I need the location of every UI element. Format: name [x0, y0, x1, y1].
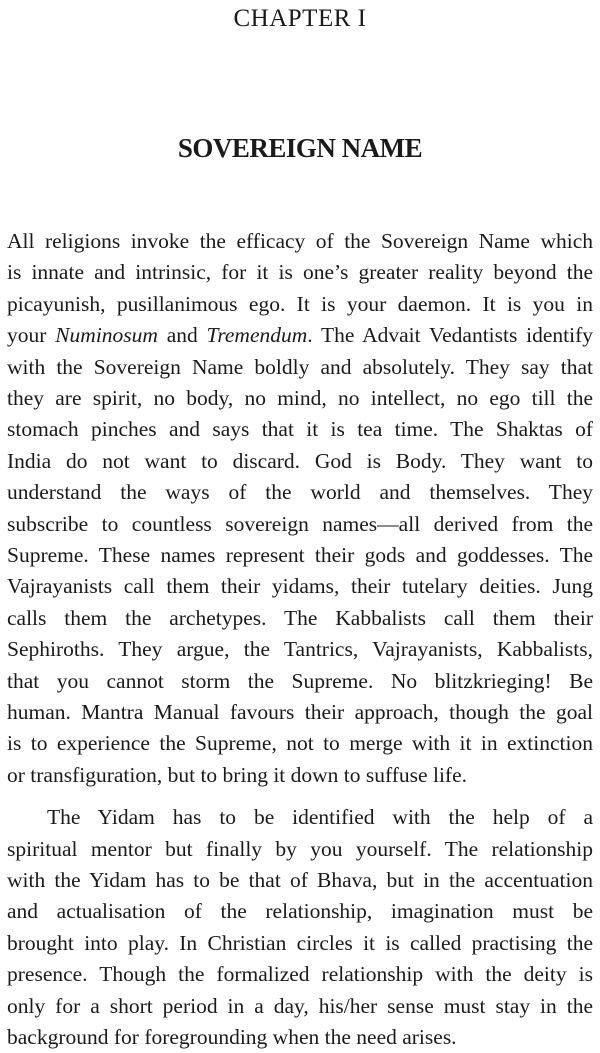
text-line	[7, 603, 593, 634]
text-line	[7, 1022, 593, 1053]
text-line	[7, 414, 593, 445]
text-segment: The Yidam has to be identified with the help of a	[47, 805, 593, 830]
text-segment: is innate and intrinsic, for it is one’s greater reality beyond the	[7, 260, 593, 285]
text-segment: . The Advait Vedantists identify	[307, 323, 594, 348]
text-segment: only for a short period in a day, his/her sense must stay in the	[7, 993, 593, 1018]
text-segment: that you cannot storm the Supreme. No blitzkrieging! Be	[7, 668, 593, 693]
text-line	[7, 991, 593, 1022]
text-line	[7, 728, 593, 759]
text-line	[7, 697, 593, 728]
text-segment: brought into play. In Christian circles it is called practising the	[7, 930, 593, 955]
text-line	[7, 666, 593, 697]
text-segment: spiritual mentor but finally by you yourself. The relationship	[7, 836, 593, 861]
text-line	[7, 959, 593, 990]
text-line	[47, 802, 593, 833]
text-segment: calls them the archetypes. The Kabbalists call them their	[7, 605, 593, 630]
text-line	[7, 257, 593, 288]
text-segment: Sephiroths. They argue, the Tantrics, Vajrayanists, Kabbalists,	[7, 637, 593, 662]
text-line	[7, 834, 593, 865]
text-segment: presence. Though the formalized relationship with the deity is	[7, 962, 593, 987]
italic-term: Tremendum	[206, 323, 308, 348]
text-segment: Vajrayanists call them their yidams, their tutelary deities. Jung	[7, 574, 593, 599]
text-line	[7, 226, 593, 257]
italic-term: Numinosum	[55, 323, 158, 348]
text-line	[7, 896, 593, 927]
text-line	[7, 446, 593, 477]
text-line	[7, 571, 593, 602]
text-line	[7, 352, 593, 383]
text-line	[7, 928, 593, 959]
text-segment: your	[7, 323, 56, 348]
text-line	[7, 760, 593, 791]
text-segment: with the Yidam has to be that of Bhava, but in the accentuation	[7, 868, 593, 892]
text-segment: India do not want to discard. God is Body. They want to	[7, 448, 593, 473]
text-line	[7, 383, 593, 414]
text-segment: picayunish, pusillanimous ego. It is your daemon. It is you in	[7, 291, 593, 316]
text-segment: stomach pinches and says that it is tea time. The Shaktas of	[7, 417, 593, 442]
text-line	[7, 289, 593, 320]
text-segment: and	[157, 323, 207, 348]
text-segment: Supreme. These names represent their gods and goddesses. The	[7, 543, 593, 567]
chapter-title: SOVEREIGN NAME	[177, 133, 423, 163]
text-segment: understand the ways of the world and themselves. They	[7, 480, 593, 505]
text-segment: and actualisation of the relationship, imagination must be	[7, 899, 593, 924]
text-segment: subscribe to countless sovereign names—all derived from the	[7, 511, 593, 536]
text-segment: or transfiguration, but to bring it down to suffuse life.	[7, 762, 467, 787]
text-line	[7, 477, 593, 508]
text-segment: they are spirit, no body, no mind, no intellect, no ego till the	[7, 386, 593, 410]
text-segment: with the Sovereign Name boldly and absolutely. They say that	[7, 354, 593, 379]
text-line	[7, 509, 593, 540]
text-line	[7, 865, 593, 896]
text-segment: background for foregrounding when the need arises.	[7, 1025, 457, 1049]
text-line	[7, 540, 593, 571]
text-segment: is to experience the Supreme, not to merge with it in extinction	[7, 731, 593, 756]
text-line	[7, 634, 593, 665]
text-segment: All religions invoke the efficacy of the Sovereign Name which	[7, 229, 593, 253]
text-segment: human. Mantra Manual favours their approach, though the goal	[7, 700, 593, 724]
text-line	[7, 320, 593, 351]
chapter-label: CHAPTER I	[233, 5, 367, 32]
